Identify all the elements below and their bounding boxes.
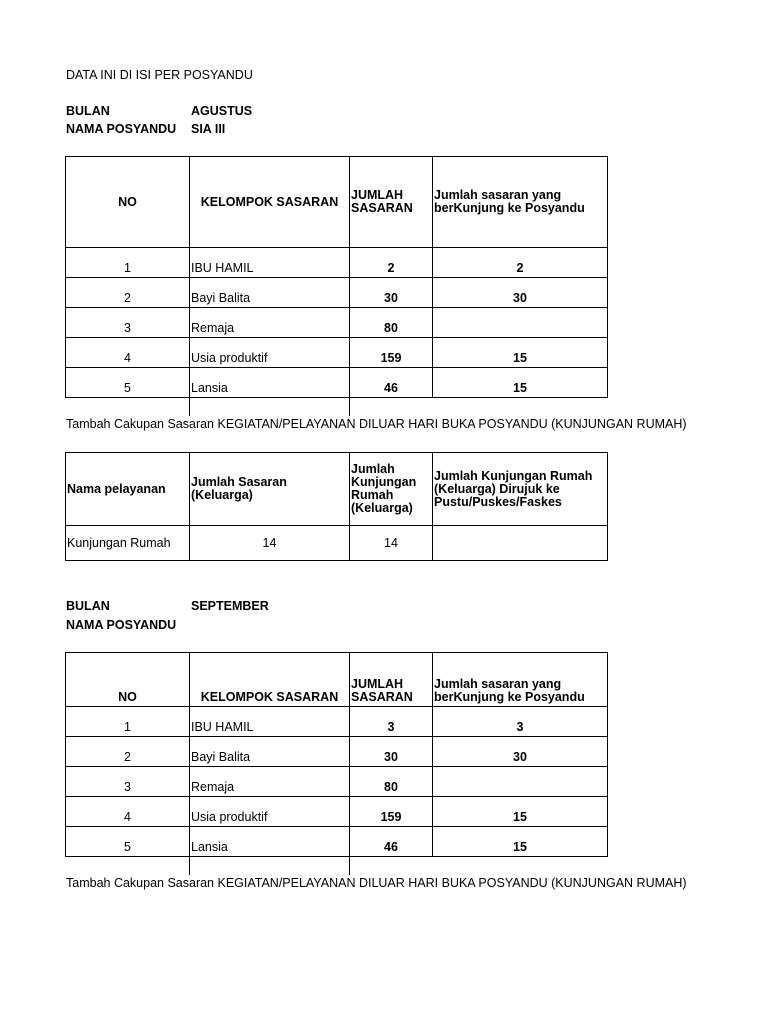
cell-jumlah: 159 <box>350 797 433 827</box>
table-row <box>66 737 608 767</box>
cell-jumlah: 30 <box>350 737 433 767</box>
column-divider <box>349 857 350 875</box>
cell-jumlah: 3 <box>350 707 433 737</box>
cell-no: 3 <box>66 767 190 797</box>
cell-jumlah: 80 <box>350 767 433 797</box>
cell-kelompok: Bayi Balita <box>190 278 350 308</box>
bulan-value: AGUSTUS <box>191 104 253 118</box>
cell-jumlah: 159 <box>350 338 433 368</box>
cell-nama-pelayanan: Kunjungan Rumah <box>66 526 190 561</box>
nama-posyandu-label: NAMA POSYANDU <box>66 122 177 136</box>
table-row <box>66 526 608 561</box>
cell-kelompok: Lansia <box>190 827 350 857</box>
header-jumlah-sasaran: JUMLAH SASARAN <box>350 157 433 248</box>
cell-kelompok: Lansia <box>190 368 350 398</box>
cell-berkunjung <box>433 767 608 797</box>
cell-kelompok: Bayi Balita <box>190 737 350 767</box>
nama-posyandu-value: SIA III <box>191 122 226 136</box>
table-row <box>66 368 608 398</box>
cell-no: 5 <box>66 827 190 857</box>
header-jumlah-sasaran-keluarga: Jumlah Sasaran (Keluarga) <box>190 453 350 526</box>
cell-no: 5 <box>66 368 190 398</box>
table-row <box>66 767 608 797</box>
cell-berkunjung: 15 <box>433 338 608 368</box>
header-jumlah-sasaran: JUMLAH SASARAN <box>350 653 433 707</box>
cell-berkunjung <box>433 308 608 338</box>
cell-berkunjung: 30 <box>433 737 608 767</box>
cell-kelompok: Remaja <box>190 308 350 338</box>
cell-kelompok: Usia produktif <box>190 797 350 827</box>
cell-jumlah: 46 <box>350 827 433 857</box>
cell-jumlah: 46 <box>350 368 433 398</box>
nama-posyandu-label: NAMA POSYANDU <box>66 618 177 632</box>
cell-jumlah: 2 <box>350 248 433 278</box>
cell-kelompok: IBU HAMIL <box>190 707 350 737</box>
bulan-value: SEPTEMBER <box>191 599 269 613</box>
cell-jumlah: 80 <box>350 308 433 338</box>
cell-no: 1 <box>66 248 190 278</box>
table-row <box>66 248 608 278</box>
table-row <box>66 797 608 827</box>
cell-berkunjung: 2 <box>433 248 608 278</box>
cell-no: 4 <box>66 338 190 368</box>
cell-berkunjung: 3 <box>433 707 608 737</box>
column-divider <box>189 857 190 875</box>
header-kelompok-sasaran: KELOMPOK SASARAN <box>190 653 350 707</box>
cell-jumlah: 30 <box>350 278 433 308</box>
cell-jumlah-sasaran: 14 <box>190 526 350 561</box>
table-row <box>66 338 608 368</box>
header-dirujuk: Jumlah Kunjungan Rumah (Keluarga) Dirujuk ke Pustu/Puskes/Faskes <box>433 453 608 526</box>
cell-dirujuk <box>433 526 608 561</box>
sasaran-table-agustus <box>65 156 608 398</box>
cell-jumlah-kunjungan: 14 <box>350 526 433 561</box>
sasaran-table-september <box>65 652 608 857</box>
table-row <box>66 827 608 857</box>
header-nama-pelayanan: Nama pelayanan <box>66 453 190 526</box>
intro-text: DATA INI DI ISI PER POSYANDU <box>66 68 253 82</box>
cell-kelompok: Remaja <box>190 767 350 797</box>
header-berkunjung: Jumlah sasaran yang berKunjung ke Posyandu <box>433 157 608 248</box>
table-row <box>66 308 608 338</box>
cell-no: 3 <box>66 308 190 338</box>
cell-berkunjung: 15 <box>433 368 608 398</box>
column-divider <box>189 398 190 416</box>
cell-kelompok: Usia produktif <box>190 338 350 368</box>
table-row <box>66 278 608 308</box>
header-no: NO <box>66 157 190 248</box>
header-kelompok-sasaran: KELOMPOK SASARAN <box>190 157 350 248</box>
column-divider <box>349 398 350 416</box>
table-row <box>66 707 608 737</box>
cell-no: 2 <box>66 278 190 308</box>
cell-berkunjung: 15 <box>433 827 608 857</box>
cell-no: 1 <box>66 707 190 737</box>
cell-kelompok: IBU HAMIL <box>190 248 350 278</box>
cell-no: 4 <box>66 797 190 827</box>
header-no: NO <box>66 653 190 707</box>
tambah-cakupan-text: Tambah Cakupan Sasaran KEGIATAN/PELAYANAN DILUAR HARI BUKA POSYANDU (KUNJUNGAN RUMAH) <box>66 876 687 890</box>
kunjungan-rumah-table <box>65 452 608 561</box>
cell-berkunjung: 30 <box>433 278 608 308</box>
tambah-cakupan-text: Tambah Cakupan Sasaran KEGIATAN/PELAYANAN DILUAR HARI BUKA POSYANDU (KUNJUNGAN RUMAH) <box>66 417 687 431</box>
bulan-label: BULAN <box>66 599 110 613</box>
header-berkunjung: Jumlah sasaran yang berKunjung ke Posyandu <box>433 653 608 707</box>
bulan-label: BULAN <box>66 104 110 118</box>
header-jumlah-kunjungan-rumah: Jumlah Kunjungan Rumah (Keluarga) <box>350 453 433 526</box>
cell-berkunjung: 15 <box>433 797 608 827</box>
cell-no: 2 <box>66 737 190 767</box>
